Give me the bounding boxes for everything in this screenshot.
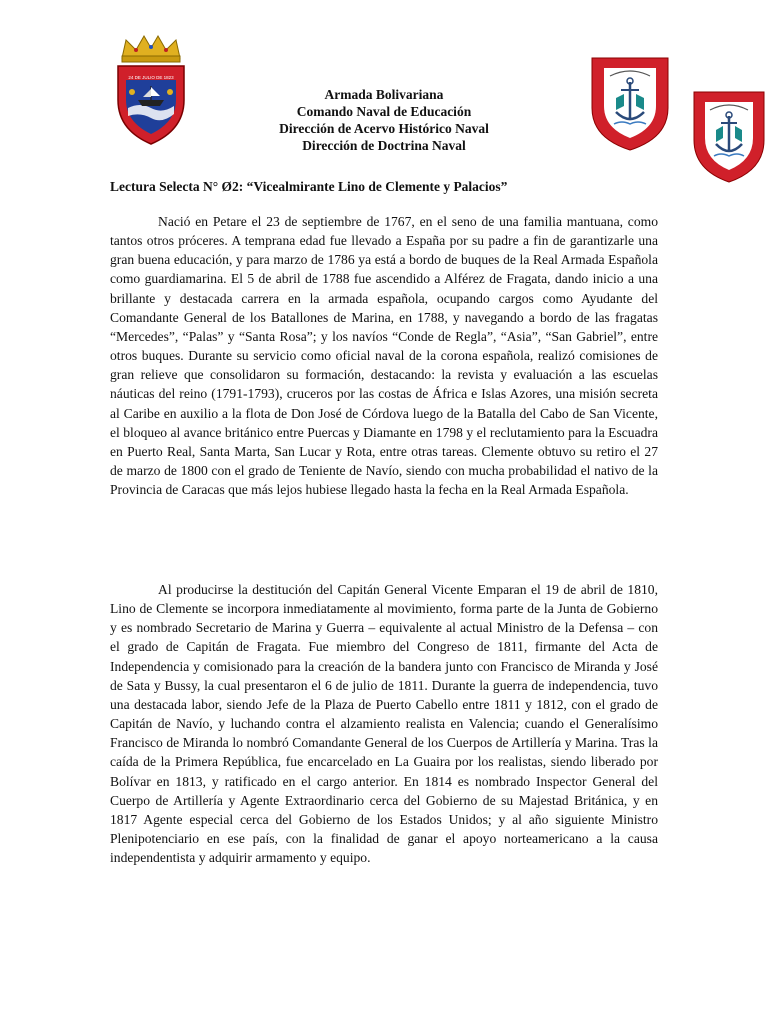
document-header <box>200 86 568 154</box>
header-line-historical: Dirección de Acervo Histórico Naval <box>279 121 489 136</box>
navy-coat-of-arms-icon <box>112 34 190 148</box>
body-paragraph: Nació en Petare el 23 de septiembre de 1767, en el seno de una familia mantuana, como tantos otros próceres. A temprana edad fue llevado a España por su padre a fin de garantizarle una gran buena educación, y para marzo de 1786 ya está a bordo de buques de la Real Armada Española como guardiamarina. El 5 de abril de 1788 fue ascendido a Alférez de Fragata, dando inicio a una brillante y destacada carrera en la armada española, ocupando cargos como Ayudante del Comandante General de los Batallones de Marina, en 1788, y navegando a bordo de las fragatas “Mercedes”, “Palas” y “Santa Rosa”; y los navíos “Conde de Regla”, “Asia”, “San Gabriel”, entre otros buques. Durante su servicio como oficial naval de la corona española, realizó comisiones de gran relieve que consolidaron su formación, destacando: la revista y evaluación a las escuelas náuticas del reino (1791-1793), cruceros por las costas de África e Islas Azores, una misión secreta al Caribe en auxilio a la flota de Don José de Córdova luego de la Batalla del Cabo de San Vicente, el bloqueo al avance británico entre Puercas y Diamante en 1798 y el reclutamiento para la Escuadra en Puerto Real, Santa Marta, San Lucar y Rota, entre otras tareas. Clemente obtuvo su retiro el 27 de marzo de 1800 con el grado de Teniente de Navío, siendo con mucha probabilidad el nativo de la Provincia de Caracas que más lejos hubiese llegado hasta la fecha en la Real Armada Española. <box>110 214 658 498</box>
header-line-command: Comando Naval de Educación <box>296 104 472 119</box>
header-line-doctrine: Dirección de Doctrina Naval <box>302 138 466 153</box>
header-line-navy: Armada Bolivariana <box>324 87 444 102</box>
ribbon-text: 24 DE JULIO DE 1823 <box>128 75 174 80</box>
document-title: Lectura Selecta N° Ø2: “Vicealmirante Lino de Clemente y Palacios” <box>110 179 508 194</box>
body-paragraph: Al producirse la destitución del Capitán General Vicente Emparan el 19 de abril de 1810, Lino de Clemente se incorpora inmediatamente al movimiento, forma parte de la Junta de Gobierno y es nombrado Secretario de Marina y Guerra – equivalente al actual Ministro de la Defensa – con el grado de Capitán de Fragata. Fue miembro del Congreso de 1811, firmante del Acta de Independencia y comisionado para la creación de la bandera junto con Francisco de Miranda y José de Sata y Bussy, la cual presentaron el 6 de julio de 1811. Durante la guerra de independencia, tuvo una destacada labor, siendo Jefe de la Plaza de Puerto Cabello entre 1811 y 1812, con el grado de Capitán de Navío, y luchando contra el alzamiento realista en Valencia; cuando el Generalísimo Francisco de Miranda lo nombró Comandante General de los Cuerpos de Artillería y Marina. Tras la caída de la Primera República, fue encarcelado en La Guaira por los realistas, siendo liberado por Bolívar en 1813, y ratificado en el cargo anterior. En 1814 es nombrado Inspector General del Cuerpo de Artillería y Agente Extraordinario cerca del Gobierno de su Majestad Británica, y en 1817 Agente especial cerca del Gobierno de los Estados Unidos; y al año siguiente Ministro Plenipotenciario en ese país, con la finalidad de ganar el apoyo norteamericano a la causa independentista y adquirir armamento y equipo. <box>110 582 658 866</box>
naval-education-shield-icon <box>588 54 672 152</box>
naval-education-shield-icon <box>690 88 768 184</box>
